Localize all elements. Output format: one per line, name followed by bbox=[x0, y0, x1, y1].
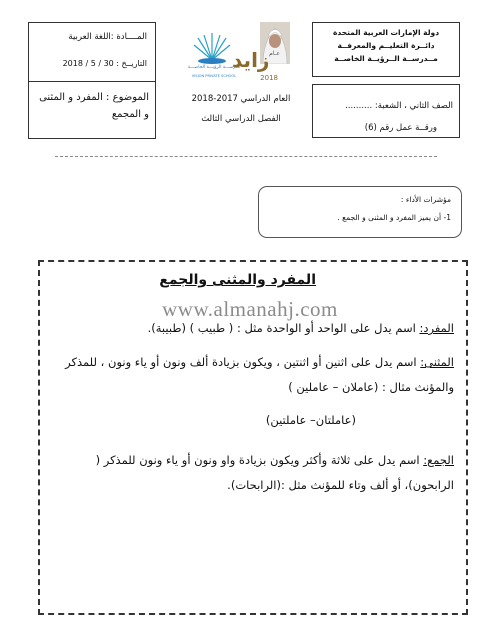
zayed-year-logo bbox=[230, 46, 282, 86]
logo-area bbox=[188, 22, 292, 92]
term: الفصل الدراسي الثالث bbox=[201, 114, 281, 124]
indicator-item: 1- أن يميز المفرد و المثنى و الجمع . bbox=[337, 213, 451, 222]
dual-definition bbox=[52, 350, 454, 400]
department-name: دائــرة التعليــم والمعرفــة bbox=[337, 41, 435, 50]
divider bbox=[29, 81, 155, 82]
dual-example: (عاملتان– عاملتين) bbox=[265, 413, 356, 427]
dual-text: اسم يدل على اثنين أو اثنتين ، ويكون بزيادة ألف ونون أو ياء ونون ، للمذكر والمؤنث مثال : (عاملان – عاملين ) bbox=[65, 355, 454, 394]
plural-definition bbox=[52, 448, 454, 498]
performance-indicators-box bbox=[258, 186, 462, 238]
singular-text: اسم يدل على الواحد أو الواحدة مثل : ( طبيب ) (طبيبة). bbox=[147, 321, 420, 335]
header-institution-box bbox=[312, 22, 460, 77]
plural-label: الجمع: bbox=[423, 453, 454, 467]
school-logo-arabic: مدرســـة الرؤيـــة الخاصـــة bbox=[188, 65, 240, 70]
topic-label: الموضوع : المفرد و المثنى و المجمع bbox=[39, 92, 149, 120]
country-name: دولة الإمارات العربية المتحدة bbox=[332, 28, 440, 37]
dual-label: المثنى: bbox=[420, 355, 454, 369]
school-name: مــدرســة الــرؤيــة الخاصــة bbox=[334, 54, 438, 63]
academic-year: العام الدراسي 2017-2018 bbox=[191, 94, 291, 104]
indicators-title: مؤشرات الأداء : bbox=[400, 195, 451, 204]
separator-line bbox=[55, 156, 437, 157]
zayed-year: 2018 bbox=[260, 74, 278, 82]
worksheet-number: ورقــة عمل رقم (6) bbox=[364, 123, 437, 133]
zayed-sub-text: عـام bbox=[269, 50, 280, 57]
lesson-title: المفرد والمثنى والجمع bbox=[159, 272, 316, 288]
grade-section: الصف الثاني ، الشعبة: .......... bbox=[345, 101, 453, 111]
singular-label: المفرد: bbox=[419, 321, 454, 335]
school-logo-english: VISION PRIVATE SCHOOL bbox=[191, 74, 237, 78]
subject-label: المــــادة :اللغة العربية bbox=[68, 32, 147, 42]
date-label: التاريــخ : 30 / 5 / 2018 bbox=[62, 59, 147, 68]
subject-info-box bbox=[28, 22, 156, 139]
school-logo-icon bbox=[188, 30, 236, 88]
plural-text: اسم يدل على ثلاثة وأكثر ويكون بزيادة واو ونون أو ياء ونون للمذكر ( الرابحون)، أو ألف وتاء للمؤنث مثل :(الرابحات). bbox=[95, 453, 454, 492]
center-texts bbox=[170, 92, 312, 126]
zayed-text: زايد bbox=[232, 48, 270, 72]
class-info-box bbox=[312, 84, 460, 138]
watermark: www.almanahj.com bbox=[162, 297, 338, 321]
